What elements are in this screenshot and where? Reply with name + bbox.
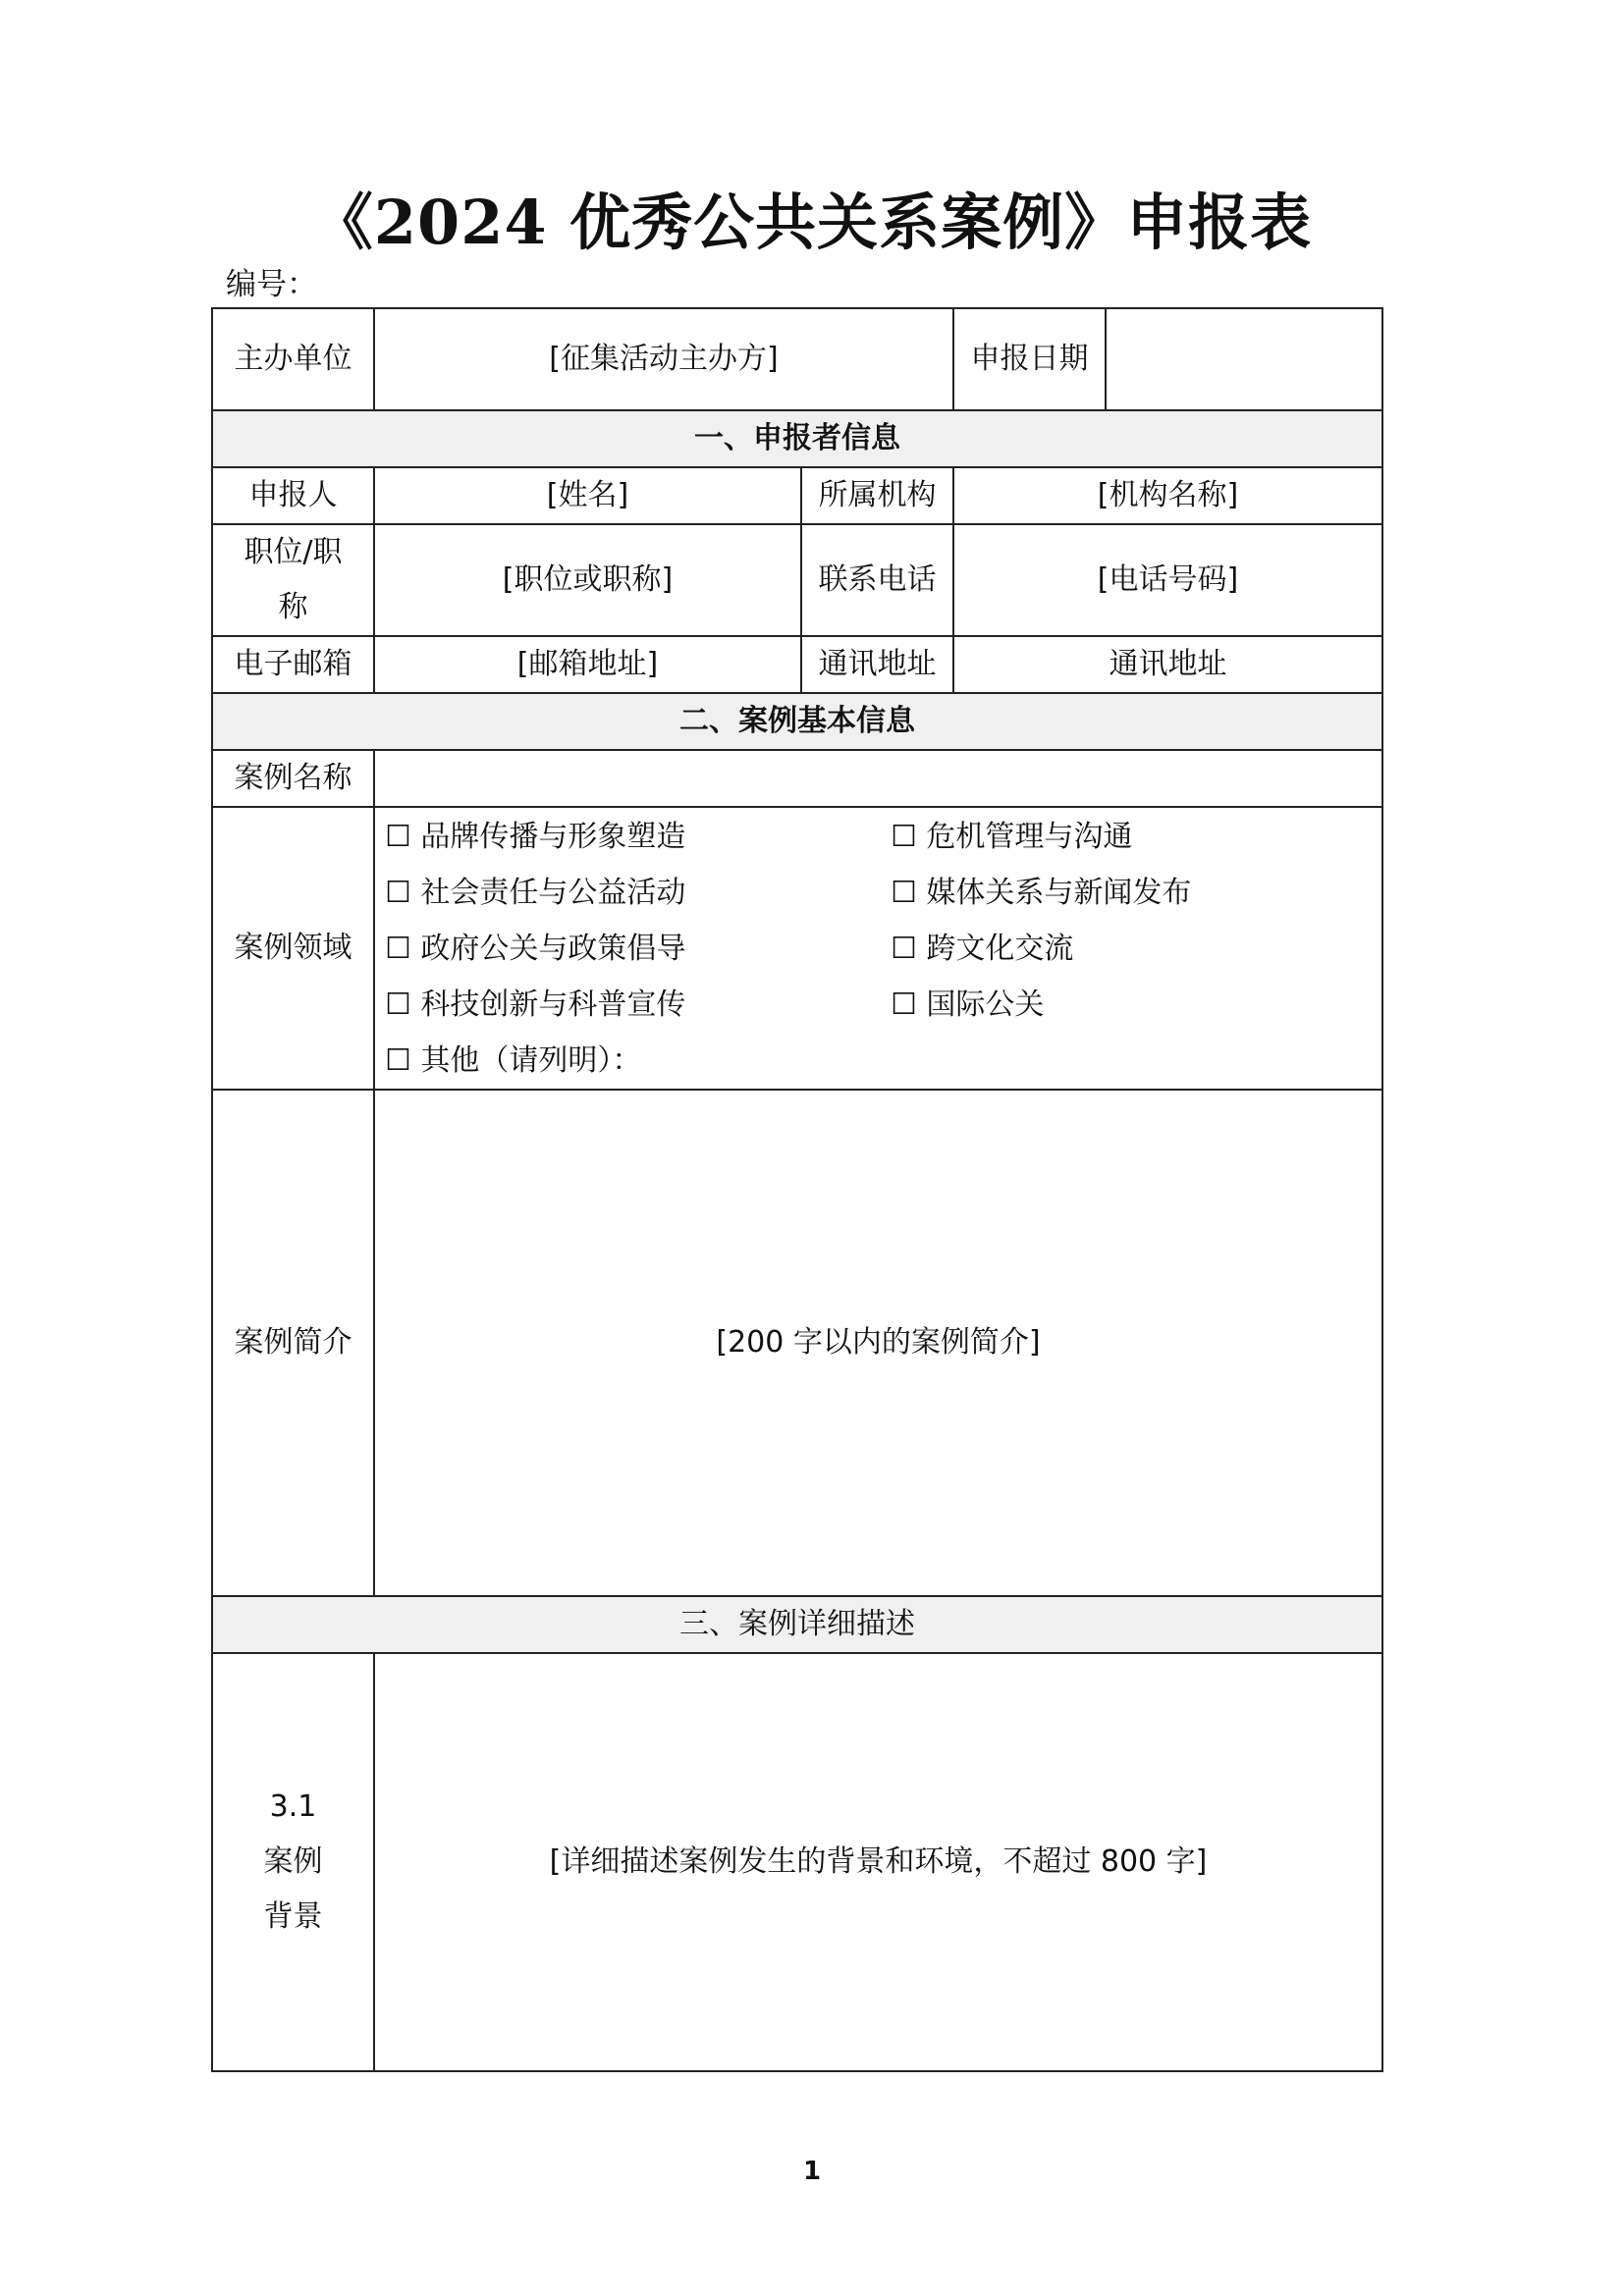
section3-header-row [212, 1596, 1382, 1653]
domain-option-media[interactable]: ☐ 媒体关系与新闻发布 [891, 875, 1192, 910]
address-field[interactable]: 通讯地址 [953, 636, 1382, 693]
organization-label: 所属机构 [801, 467, 953, 524]
email-label: 电子邮箱 [212, 636, 374, 693]
position-label-line2: 称 [278, 590, 308, 624]
domain-option-international[interactable]: ☐ 国际公关 [891, 987, 1045, 1022]
case-name-label: 案例名称 [212, 750, 374, 807]
applicant-name-label: 申报人 [212, 467, 374, 524]
application-form-table [211, 307, 1383, 2072]
page-title: 《2024 优秀公共关系案例》申报表 [311, 187, 1313, 258]
case-summary-row [212, 1090, 1382, 1596]
domain-option-cross-culture[interactable]: ☐ 跨文化交流 [891, 931, 1074, 966]
applicant-name-field[interactable]: [姓名] [374, 467, 801, 524]
case-summary-label: 案例简介 [212, 1090, 374, 1596]
case-background-label-number: 3.1 [269, 1789, 317, 1824]
position-label-line1: 职位/职 [244, 535, 343, 569]
email-field[interactable]: [邮箱地址] [374, 636, 801, 693]
organizer-label: 主办单位 [212, 308, 374, 410]
organizer-value-field[interactable]: [征集活动主办方] [374, 308, 953, 410]
position-field[interactable]: [职位或职称] [374, 524, 801, 636]
organizer-row [212, 308, 1382, 410]
domain-option-other[interactable]: ☐ 其他（请列明）： [385, 1042, 642, 1078]
case-background-label-line2: 案例 [263, 1844, 323, 1879]
section2-header-row [212, 693, 1382, 750]
organization-field[interactable]: [机构名称] [953, 467, 1382, 524]
domain-option-brand[interactable]: ☐ 品牌传播与形象塑造 [385, 819, 686, 854]
position-label [212, 524, 374, 636]
page-number: 1 [802, 2157, 822, 2186]
section2-title: 二、案例基本信息 [212, 693, 1382, 750]
serial-number-label: 编号： [226, 267, 317, 302]
domain-option-csr[interactable]: ☐ 社会责任与公益活动 [385, 875, 686, 910]
case-name-field[interactable] [374, 750, 1382, 807]
section3-title: 三、案例详细描述 [212, 1596, 1382, 1653]
report-date-label: 申报日期 [953, 308, 1106, 410]
domain-option-tech[interactable]: ☐ 科技创新与科普宣传 [385, 987, 686, 1022]
case-background-field[interactable]: [详细描述案例发生的背景和环境，不超过 800 字] [374, 1653, 1382, 2071]
case-background-label [212, 1653, 374, 2071]
address-label: 通讯地址 [801, 636, 953, 693]
report-date-field[interactable] [1106, 308, 1382, 410]
phone-field[interactable]: [电话号码] [953, 524, 1382, 636]
phone-label: 联系电话 [801, 524, 953, 636]
case-summary-field[interactable]: [200 字以内的案例简介] [374, 1090, 1382, 1596]
domain-option-crisis[interactable]: ☐ 危机管理与沟通 [891, 819, 1133, 854]
email-row [212, 636, 1382, 693]
applicant-name-row [212, 467, 1382, 524]
case-background-row [212, 1653, 1382, 2071]
case-background-label-line3: 背景 [263, 1899, 323, 1934]
case-domain-label: 案例领域 [212, 807, 374, 1090]
case-domain-options [375, 809, 1381, 1089]
section1-header-row [212, 410, 1382, 467]
case-domain-row [212, 807, 1382, 1090]
case-name-row [212, 750, 1382, 807]
domain-option-government[interactable]: ☐ 政府公关与政策倡导 [385, 931, 686, 966]
position-row [212, 524, 1382, 636]
section1-title: 一、申报者信息 [212, 410, 1382, 467]
